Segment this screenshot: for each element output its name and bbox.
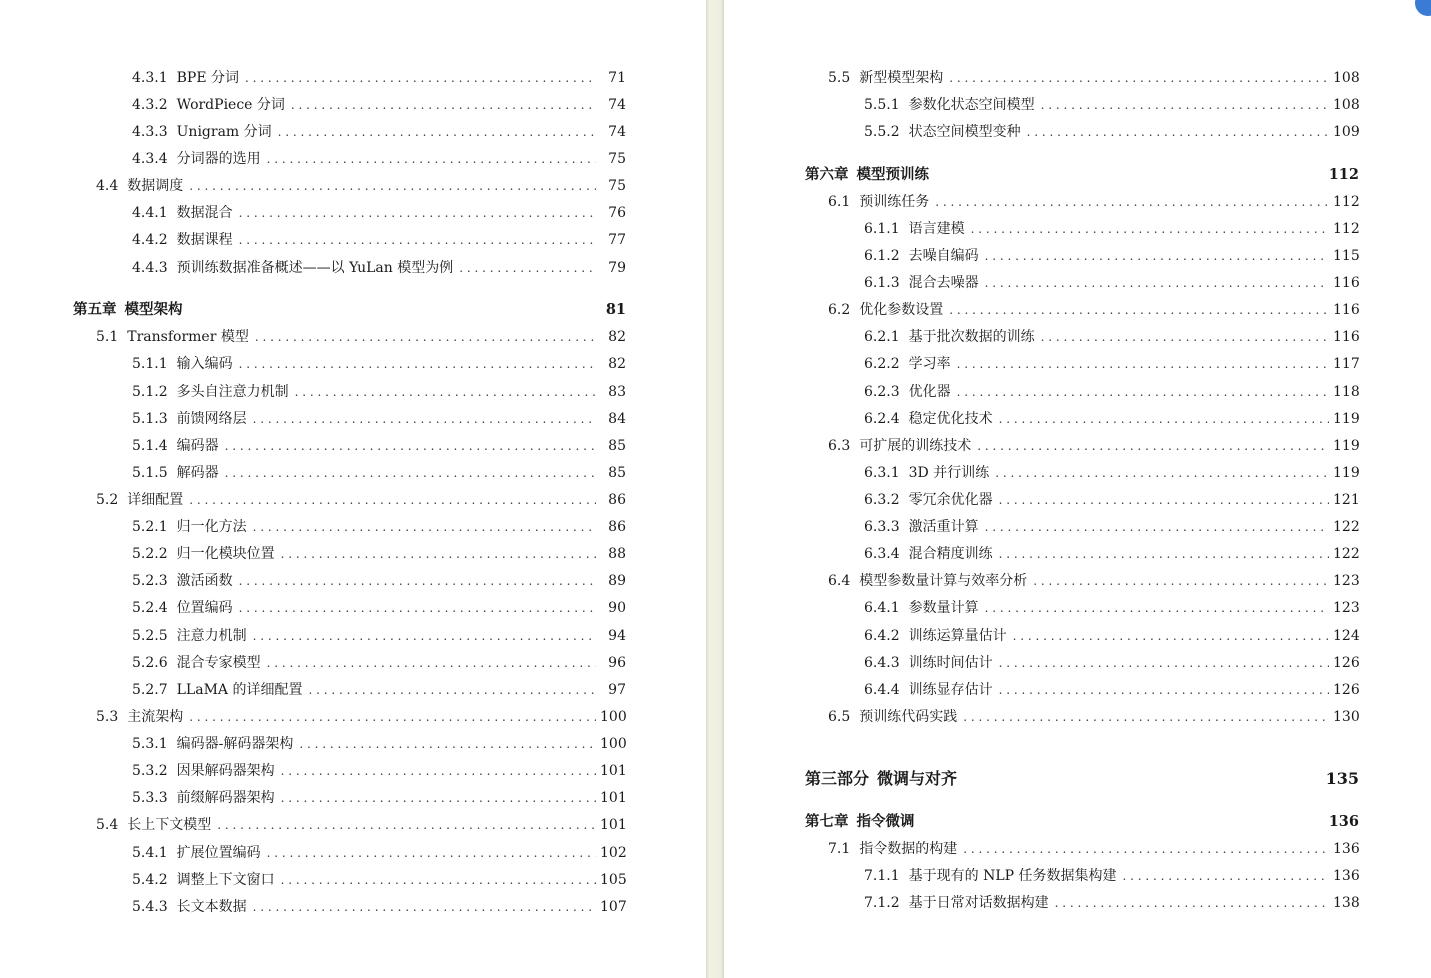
- toc-entry-page-number: 115: [1333, 248, 1360, 264]
- toc-entry-number: 4.3.2: [132, 97, 168, 113]
- toc-entry-number: 5.1.4: [132, 438, 168, 454]
- toc-entry-page-number: 130: [1333, 709, 1360, 725]
- toc-entry-title: 训练显存估计: [908, 682, 993, 698]
- toc-entry-title: 零冗余优化器: [908, 492, 993, 508]
- toc-entry[interactable]: [96, 175, 626, 197]
- toc-dot-leader: [189, 706, 596, 728]
- toc-entry-page-number: 89: [608, 573, 626, 589]
- toc-entry-title: 激活函数: [176, 573, 233, 589]
- toc-entry-number: 6.4.1: [864, 600, 900, 616]
- toc-entry[interactable]: [864, 408, 1359, 430]
- toc-dot-leader: [281, 543, 596, 565]
- toc-entry-page-number: 102: [600, 845, 627, 861]
- toc-entry-number: 第六章: [805, 166, 849, 183]
- toc-entry-page-number: 76: [608, 205, 626, 221]
- toc-entry-title: 长文本数据: [176, 899, 247, 915]
- toc-dot-leader: [239, 229, 596, 251]
- toc-entry[interactable]: [864, 272, 1359, 294]
- toc-entry-number: 6.4.2: [864, 628, 900, 644]
- toc-part-entry[interactable]: [805, 768, 1359, 790]
- toc-dot-leader: [239, 570, 596, 592]
- toc-entry-title: 混合精度训练: [908, 546, 993, 562]
- toc-entry-number: 5.3.1: [132, 736, 168, 752]
- toc-dot-leader: [985, 245, 1329, 267]
- toc-entry-page-number: 88: [608, 546, 626, 562]
- toc-entry-number: 5.2.4: [132, 600, 168, 616]
- toc-entry-title: 学习率: [908, 356, 951, 372]
- toc-entry-number: 5.1.3: [132, 411, 168, 427]
- toc-entry-title: 数据混合: [176, 205, 233, 221]
- toc-entry-title: 稳定优化技术: [908, 411, 993, 427]
- toc-dot-leader: [281, 787, 596, 809]
- toc-entry[interactable]: [132, 381, 626, 403]
- toc-entry-page-number: 105: [600, 872, 627, 888]
- toc-dot-leader: [963, 706, 1329, 728]
- toc-entry[interactable]: [132, 787, 626, 809]
- toc-dot-leader: [1027, 121, 1329, 143]
- toc-entry-number: 5.2.6: [132, 655, 168, 671]
- toc-entry[interactable]: [132, 121, 626, 143]
- toc-entry-page-number: 74: [608, 124, 626, 140]
- toc-entry[interactable]: [828, 570, 1359, 592]
- toc-dot-leader: [977, 435, 1329, 457]
- toc-entry-title: 模型参数量计算与效率分析: [859, 573, 1028, 589]
- toc-entry-title: 基于日常对话数据构建: [908, 895, 1049, 911]
- toc-dot-leader: [281, 869, 596, 891]
- toc-dot-leader: [255, 326, 596, 348]
- toc-entry[interactable]: [132, 543, 626, 565]
- toc-entry-number: 5.5.1: [864, 97, 900, 113]
- toc-entry[interactable]: [132, 353, 626, 375]
- toc-entry[interactable]: [864, 94, 1359, 116]
- toc-entry-number: 4.4.1: [132, 205, 168, 221]
- toc-dot-leader: [239, 202, 596, 224]
- toc-entry-title: 参数化状态空间模型: [908, 97, 1035, 113]
- left-page: [0, 0, 706, 978]
- toc-dot-leader: [1055, 892, 1329, 914]
- toc-entry-page-number: 101: [600, 817, 627, 833]
- toc-entry[interactable]: [864, 865, 1359, 887]
- toc-entry[interactable]: [864, 381, 1359, 403]
- toc-entry[interactable]: [864, 121, 1359, 143]
- toc-entry-title: 数据调度: [127, 178, 184, 194]
- toc-entry-title: WordPiece 分词: [176, 97, 285, 113]
- toc-dot-leader: [999, 543, 1329, 565]
- toc-entry-page-number: 112: [1333, 221, 1360, 237]
- toc-entry-page-number: 116: [1333, 275, 1360, 291]
- toc-entry[interactable]: [96, 814, 626, 836]
- toc-dot-leader: [957, 381, 1329, 403]
- toc-dot-leader: [999, 408, 1329, 430]
- toc-dot-leader: [225, 435, 596, 457]
- toc-entry-number: 5.4.1: [132, 845, 168, 861]
- toc-entry-page-number: 81: [605, 301, 626, 318]
- toc-entry-number: 6.3: [828, 438, 851, 454]
- toc-entry-number: 6.4: [828, 573, 851, 589]
- toc-entry[interactable]: [864, 892, 1359, 914]
- toc-entry-title: 模型预训练: [856, 166, 929, 183]
- toc-entry-page-number: 112: [1328, 166, 1359, 183]
- toc-entry-page-number: 118: [1333, 384, 1360, 400]
- toc-entry-page-number: 101: [600, 790, 627, 806]
- toc-dot-leader: [949, 299, 1329, 321]
- toc-entry[interactable]: [132, 842, 626, 864]
- toc-entry-page-number: 85: [608, 438, 626, 454]
- toc-entry-page-number: 74: [608, 97, 626, 113]
- toc-dot-leader: [281, 760, 596, 782]
- toc-entry[interactable]: [132, 679, 626, 701]
- toc-entry-page-number: 71: [608, 70, 626, 86]
- toc-entry-number: 5.5.2: [864, 124, 900, 140]
- toc-dot-leader: [308, 679, 596, 701]
- toc-entry-number: 7.1.1: [864, 868, 900, 884]
- toc-entry-page-number: 136: [1333, 868, 1360, 884]
- toc-entry-page-number: 85: [608, 465, 626, 481]
- toc-entry-number: 6.1.1: [864, 221, 900, 237]
- toc-entry-title: 训练运算量估计: [908, 628, 1007, 644]
- toc-entry-number: 6.3.4: [864, 546, 900, 562]
- toc-dot-leader: [985, 272, 1329, 294]
- toc-entry-title: 状态空间模型变种: [908, 124, 1021, 140]
- toc-entry-number: 5.1.5: [132, 465, 168, 481]
- toc-entry-number: 第七章: [805, 813, 849, 830]
- toc-entry-page-number: 124: [1333, 628, 1360, 644]
- toc-entry[interactable]: [864, 679, 1359, 701]
- toc-entry[interactable]: [132, 148, 626, 170]
- toc-entry[interactable]: [132, 67, 626, 89]
- toc-entry-title: 前馈网络层: [176, 411, 247, 427]
- toc-entry-number: 6.2.2: [864, 356, 900, 372]
- toc-entry[interactable]: [864, 625, 1359, 647]
- toc-dot-leader: [1041, 326, 1329, 348]
- toc-entry-number: 6.3.1: [864, 465, 900, 481]
- toc-dot-leader: [299, 733, 596, 755]
- toc-entry-title: 扩展位置编码: [176, 845, 261, 861]
- toc-entry-number: 5.2.5: [132, 628, 168, 644]
- toc-entry-title: 注意力机制: [176, 628, 247, 644]
- toc-entry[interactable]: [864, 462, 1359, 484]
- toc-entry-title: 模型架构: [124, 301, 183, 318]
- toc-dot-leader: [1041, 94, 1329, 116]
- toc-entry-number: 5.4.2: [132, 872, 168, 888]
- toc-entry-title: 可扩展的训练技术: [859, 438, 972, 454]
- toc-dot-leader: [971, 218, 1329, 240]
- toc-entry-title: 归一化方法: [176, 519, 247, 535]
- toc-entry-page-number: 79: [608, 260, 626, 276]
- toc-entry-page-number: 121: [1333, 492, 1360, 508]
- toc-dot-leader: [935, 191, 1329, 213]
- toc-entry-title: 归一化模块位置: [176, 546, 275, 562]
- toc-entry[interactable]: [132, 202, 626, 224]
- toc-entry-title: 基于批次数据的训练: [908, 329, 1035, 345]
- toc-entry-page-number: 75: [608, 178, 626, 194]
- toc-entry-title: 基于现有的 NLP 任务数据集构建: [908, 868, 1117, 884]
- toc-entry-number: 6.2: [828, 302, 851, 318]
- toc-entry[interactable]: [132, 869, 626, 891]
- toc-entry-number: 4.4.2: [132, 232, 168, 248]
- toc-entry-number: 5.5: [828, 70, 851, 86]
- toc-entry-number: 7.1.2: [864, 895, 900, 911]
- toc-entry[interactable]: [864, 218, 1359, 240]
- toc-entry[interactable]: [132, 257, 626, 279]
- toc-entry-title: Transformer 模型: [127, 329, 249, 345]
- toc-entry-title: 训练时间估计: [908, 655, 993, 671]
- toc-entry-title: 位置编码: [176, 600, 233, 616]
- toc-dot-leader: [278, 121, 596, 143]
- toc-entry-title: 长上下文模型: [127, 817, 212, 833]
- toc-dot-leader: [999, 652, 1329, 674]
- toc-entry-title: Unigram 分词: [176, 124, 272, 140]
- toc-entry-number: 4.4.3: [132, 260, 168, 276]
- toc-entry[interactable]: [864, 543, 1359, 565]
- toc-entry-page-number: 77: [608, 232, 626, 248]
- toc-entry-page-number: 119: [1333, 438, 1360, 454]
- toc-entry-page-number: 116: [1333, 302, 1360, 318]
- toc-entry-page-number: 84: [608, 411, 626, 427]
- toc-entry-number: 5.2.1: [132, 519, 168, 535]
- toc-entry-number: 5.3.2: [132, 763, 168, 779]
- toc-dot-leader: [225, 462, 596, 484]
- toc-entry[interactable]: [132, 408, 626, 430]
- toc-entry-title: 参数量计算: [908, 600, 979, 616]
- toc-entry-number: 6.3.2: [864, 492, 900, 508]
- toc-entry-page-number: 90: [608, 600, 626, 616]
- toc-entry-page-number: 82: [608, 329, 626, 345]
- toc-dot-leader: [1123, 865, 1330, 887]
- toc-entry[interactable]: [96, 706, 626, 728]
- toc-entry-number: 5.3: [96, 709, 119, 725]
- toc-entry[interactable]: [828, 299, 1359, 321]
- toc-entry-title: 预训练任务: [859, 194, 930, 210]
- toc-chapter-entry[interactable]: [73, 299, 626, 321]
- toc-entry-number: 6.2.3: [864, 384, 900, 400]
- toc-entry[interactable]: [864, 516, 1359, 538]
- toc-entry-number: 5.2.2: [132, 546, 168, 562]
- toc-entry-page-number: 82: [608, 356, 626, 372]
- toc-entry-title: 去噪自编码: [908, 248, 979, 264]
- toc-entry-page-number: 75: [608, 151, 626, 167]
- toc-dot-leader: [995, 462, 1329, 484]
- toc-entry-title: 预训练代码实践: [859, 709, 958, 725]
- toc-entry-title: 3D 并行训练: [908, 465, 990, 481]
- toc-dot-leader: [949, 67, 1329, 89]
- toc-entry-title: 详细配置: [127, 492, 184, 508]
- toc-dot-leader: [189, 489, 596, 511]
- toc-entry-page-number: 119: [1333, 411, 1360, 427]
- toc-entry-number: 第五章: [73, 301, 117, 318]
- toc-entry-number: 6.2.4: [864, 411, 900, 427]
- toc-dot-leader: [253, 896, 596, 918]
- toc-entry[interactable]: [132, 462, 626, 484]
- toc-entry[interactable]: [132, 597, 626, 619]
- toc-entry-title: 分词器的选用: [176, 151, 261, 167]
- toc-entry-page-number: 97: [608, 682, 626, 698]
- toc-dot-leader: [267, 652, 596, 674]
- toc-entry-page-number: 100: [600, 709, 627, 725]
- toc-entry-page-number: 101: [600, 763, 627, 779]
- toc-entry-title: 混合专家模型: [176, 655, 261, 671]
- toc-entry[interactable]: [132, 570, 626, 592]
- toc-entry[interactable]: [864, 326, 1359, 348]
- toc-entry-number: 6.1.3: [864, 275, 900, 291]
- toc-dot-leader: [217, 814, 596, 836]
- toc-entry[interactable]: [132, 896, 626, 918]
- toc-entry-title: 微调与对齐: [877, 769, 958, 788]
- toc-entry-number: 6.3.3: [864, 519, 900, 535]
- toc-entry-number: 4.4: [96, 178, 119, 194]
- toc-dot-leader: [189, 175, 596, 197]
- toc-dot-leader: [239, 597, 596, 619]
- toc-entry-page-number: 122: [1333, 546, 1360, 562]
- page-gutter: [706, 0, 724, 978]
- toc-dot-leader: [1033, 570, 1329, 592]
- toc-dot-leader: [267, 148, 596, 170]
- toc-entry-title: 指令数据的构建: [859, 841, 958, 857]
- toc-entry-page-number: 116: [1333, 329, 1360, 345]
- toc-entry-page-number: 136: [1328, 813, 1359, 830]
- toc-entry-number: 5.2.3: [132, 573, 168, 589]
- toc-entry-page-number: 126: [1333, 682, 1360, 698]
- toc-entry-page-number: 86: [608, 519, 626, 535]
- toc-entry-number: 第三部分: [805, 769, 870, 788]
- toc-entry-title: 数据课程: [176, 232, 233, 248]
- toc-dot-leader: [985, 597, 1329, 619]
- toc-entry-title: 编码器: [176, 438, 219, 454]
- toc-entry-page-number: 117: [1333, 356, 1360, 372]
- toc-entry[interactable]: [864, 245, 1359, 267]
- toc-entry-page-number: 86: [608, 492, 626, 508]
- toc-chapter-entry[interactable]: [805, 164, 1359, 186]
- toc-entry-page-number: 107: [600, 899, 627, 915]
- toc-entry-page-number: 126: [1333, 655, 1360, 671]
- toc-entry[interactable]: [828, 67, 1359, 89]
- toc-entry-page-number: 122: [1333, 519, 1360, 535]
- toc-dot-leader: [963, 838, 1329, 860]
- toc-entry-page-number: 123: [1333, 600, 1360, 616]
- toc-entry-number: 6.4.3: [864, 655, 900, 671]
- toc-entry-title: 语言建模: [908, 221, 965, 237]
- toc-entry-number: 5.1.1: [132, 356, 168, 372]
- toc-entry-title: 激活重计算: [908, 519, 979, 535]
- toc-dot-leader: [999, 679, 1329, 701]
- toc-entry[interactable]: [864, 489, 1359, 511]
- toc-entry[interactable]: [96, 489, 626, 511]
- toc-entry[interactable]: [96, 326, 626, 348]
- toc-entry-page-number: 94: [608, 628, 626, 644]
- toc-entry[interactable]: [864, 353, 1359, 375]
- toc-dot-leader: [1013, 625, 1329, 647]
- toc-dot-leader: [245, 67, 596, 89]
- toc-dot-leader: [253, 625, 596, 647]
- toc-entry-page-number: 138: [1333, 895, 1360, 911]
- toc-entry[interactable]: [864, 597, 1359, 619]
- toc-entry[interactable]: [132, 733, 626, 755]
- toc-entry-number: 5.4.3: [132, 899, 168, 915]
- toc-entry-page-number: 112: [1333, 194, 1360, 210]
- toc-entry-title: 混合去噪器: [908, 275, 979, 291]
- toc-entry-page-number: 96: [608, 655, 626, 671]
- toc-chapter-entry[interactable]: [805, 811, 1359, 833]
- toc-dot-leader: [957, 353, 1329, 375]
- toc-entry-title: 优化参数设置: [859, 302, 944, 318]
- toc-entry-number: 5.1.2: [132, 384, 168, 400]
- toc-dot-leader: [295, 381, 596, 403]
- toc-entry-number: 6.1: [828, 194, 851, 210]
- toc-entry[interactable]: [132, 760, 626, 782]
- toc-entry-page-number: 135: [1325, 769, 1359, 788]
- toc-entry[interactable]: [132, 516, 626, 538]
- toc-entry[interactable]: [828, 435, 1359, 457]
- toc-dot-leader: [985, 516, 1329, 538]
- toc-entry-title: 调整上下文窗口: [176, 872, 275, 888]
- toc-entry-page-number: 119: [1333, 465, 1360, 481]
- toc-entry-number: 7.1: [828, 841, 851, 857]
- toc-entry[interactable]: [132, 229, 626, 251]
- toc-entry[interactable]: [132, 625, 626, 647]
- toc-dot-leader: [253, 516, 596, 538]
- toc-entry-title: 预训练数据准备概述——以 YuLan 模型为例: [176, 260, 454, 276]
- toc-entry-number: 5.2: [96, 492, 119, 508]
- toc-entry-title: 解码器: [176, 465, 219, 481]
- toc-entry-title: 指令微调: [856, 813, 915, 830]
- toc-entry[interactable]: [828, 838, 1359, 860]
- toc-entry[interactable]: [132, 435, 626, 457]
- toc-entry-number: 5.2.7: [132, 682, 168, 698]
- toc-entry-page-number: 100: [600, 736, 627, 752]
- toc-entry-title: 编码器-解码器架构: [176, 736, 294, 752]
- right-page: [724, 0, 1431, 978]
- toc-entry-number: 4.3.3: [132, 124, 168, 140]
- toc-dot-leader: [459, 257, 596, 279]
- toc-entry[interactable]: [132, 652, 626, 674]
- toc-entry-number: 5.4: [96, 817, 119, 833]
- toc-entry-page-number: 83: [608, 384, 626, 400]
- toc-dot-leader: [267, 842, 596, 864]
- toc-entry-number: 6.4.4: [864, 682, 900, 698]
- toc-entry-title: 主流架构: [127, 709, 184, 725]
- toc-entry-number: 6.5: [828, 709, 851, 725]
- toc-entry[interactable]: [828, 191, 1359, 213]
- toc-entry-page-number: 108: [1333, 70, 1360, 86]
- toc-entry-title: 输入编码: [176, 356, 233, 372]
- toc-entry-title: LLaMA 的详细配置: [176, 682, 303, 698]
- toc-entry[interactable]: [828, 706, 1359, 728]
- toc-entry-page-number: 123: [1333, 573, 1360, 589]
- toc-entry-title: 前缀解码器架构: [176, 790, 275, 806]
- toc-entry-title: 多头自注意力机制: [176, 384, 289, 400]
- toc-entry-number: 4.3.1: [132, 70, 168, 86]
- toc-entry-number: 6.2.1: [864, 329, 900, 345]
- toc-entry-number: 5.1: [96, 329, 119, 345]
- toc-dot-leader: [253, 408, 596, 430]
- toc-entry-title: 优化器: [908, 384, 951, 400]
- toc-entry[interactable]: [132, 94, 626, 116]
- toc-entry-number: 6.1.2: [864, 248, 900, 264]
- toc-dot-leader: [291, 94, 596, 116]
- toc-entry-title: BPE 分词: [176, 70, 240, 86]
- toc-entry-number: 4.3.4: [132, 151, 168, 167]
- toc-entry-title: 新型模型架构: [859, 70, 944, 86]
- toc-entry-page-number: 108: [1333, 97, 1360, 113]
- toc-entry-title: 因果解码器架构: [176, 763, 275, 779]
- toc-entry[interactable]: [864, 652, 1359, 674]
- toc-entry-page-number: 136: [1333, 841, 1360, 857]
- toc-entry-number: 5.3.3: [132, 790, 168, 806]
- toc-dot-leader: [239, 353, 596, 375]
- toc-dot-leader: [999, 489, 1329, 511]
- toc-entry-page-number: 109: [1333, 124, 1360, 140]
